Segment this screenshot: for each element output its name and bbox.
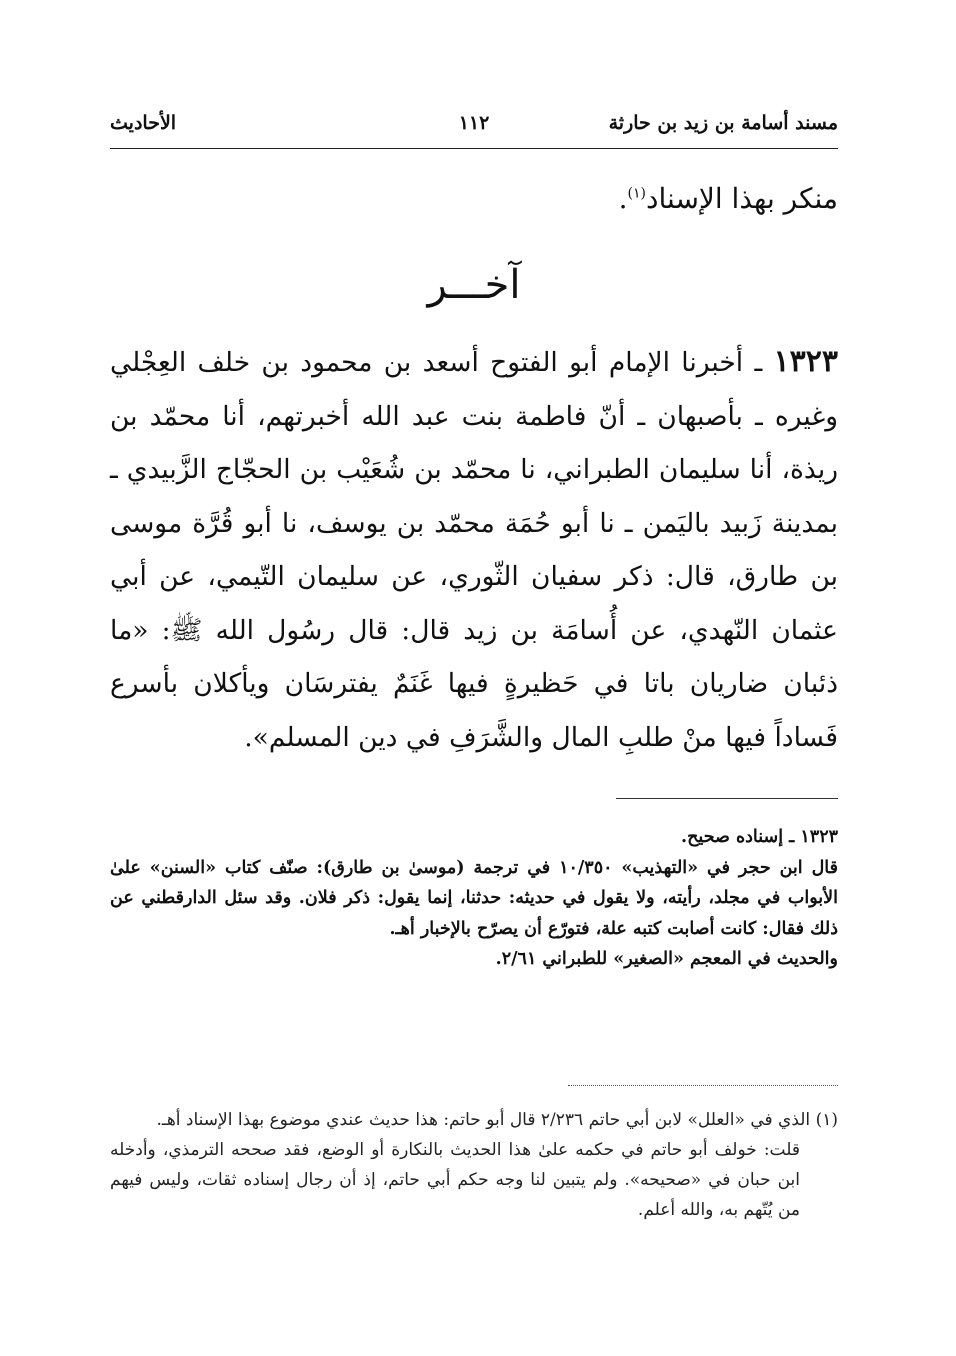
footnote-text: الذي في «العلل» لابن أبي حاتم ٢/٢٣٦ قال أبو حاتم: هذا حديث عندي موضوع بهذا الإسناد أهـ.: [156, 1110, 811, 1130]
closing-line: [619, 182, 838, 215]
takhrij-separator: [616, 798, 838, 799]
takhrij-heading: ١٣٢٣ ـ إسناده صحيح.: [681, 827, 838, 847]
header-section-title: الأحاديث: [110, 112, 177, 134]
section-title: آخـــر: [427, 262, 521, 308]
header-book-title: مسند أسامة بن زيد بن حارثة: [608, 112, 838, 134]
footnote-text: قلت: خولف أبو حاتم في حكمه علىٰ هذا الحديث بالنكارة أو الوضع، فقد صححه الترمذي، وأدخله ابن حبان في «صحيحه». ولم يتبين لنا وجه حكم أبي حاتم، إذ أن رجال إسناده ثقات، وليس فيهم من يُتّهم به، والله أعلم.: [110, 1140, 800, 1220]
footnote-marker: (١): [815, 1110, 838, 1130]
footnote-ref: (١): [627, 185, 646, 202]
takhrij-notes: [110, 822, 838, 975]
footnote-comment: [110, 1135, 838, 1225]
hadith-text: ـ أخبرنا الإمام أبو الفتوح أسعد بن محمود بن خلف العِجْلي وغيره ـ بأصبهان ـ أنّ فاطمة بنت عبد الله أخبرتهم، أنا محمّد بن ريذة، أنا سليمان الطبراني، نا محمّد بن شُعَيْب بن الحجّاج الزَّبيدي ـ بمدينة زَبيد باليَمن ـ نا أبو حُمَة محمّد بن يوسف، نا أبو قُرَّة موسى بن طارق، قال: ذكر سفيان الثّوري، عن سليمان التّيمي، عن أبي عثمان النّهدي، عن أُسامَة بن زيد قال: قال رسُول الله ﷺ: «ما ذئبان ضاريان باتا في حَظيرةٍ فيها غَنَمٌ يفترسَان ويأكلان بأسرع فَساداً فيها منْ طلبِ المال والشَّرَفِ في دين المسلم».: [110, 347, 838, 753]
page-number: ١١٢: [458, 112, 490, 134]
takhrij-source: والحديث في المعجم «الصغير» للطبراني ٢/٦١.: [495, 949, 838, 969]
closing-line-end: .: [618, 182, 628, 215]
hadith-number: ١٣٢٣: [773, 344, 838, 379]
footnote-1: [110, 1105, 838, 1135]
header-rule: [110, 148, 838, 149]
running-header: [110, 112, 838, 146]
footnotes: [110, 1105, 838, 1225]
takhrij-paragraph: قال ابن حجر في «التهذيب» ١٠/٣٥٠ في ترجمة (موسىٰ بن طارق): صنّف كتاب «السنن» علىٰ الأبواب في مجلد، رأيته، ولا يقول في حديثه: حدثنا، إنما يقول: ذكر فلان. وقد سئل الدارقطني عن ذلك فقال: كانت أصابت كتبه علة، فتورّع أن يصرّح بالإخبار أهـ.: [110, 857, 838, 939]
footnote-separator: [568, 1085, 838, 1086]
hadith-body: [110, 335, 838, 764]
closing-line-text: منكر بهذا الإسناد: [646, 182, 838, 215]
